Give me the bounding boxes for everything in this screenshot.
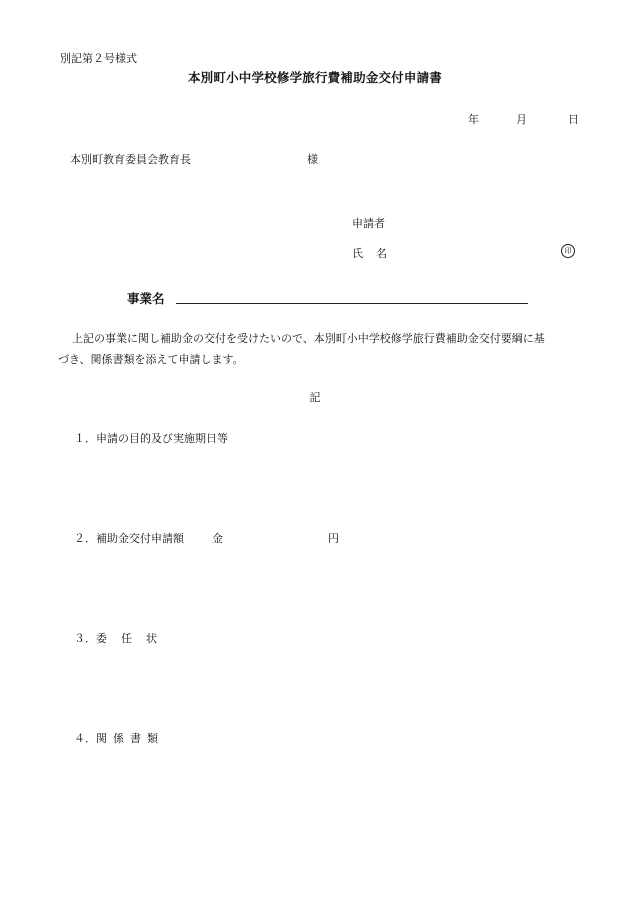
project-name-underline <box>176 303 528 304</box>
item-4-number: ４． <box>74 732 96 745</box>
date-month-label: 月 <box>516 113 527 126</box>
item-2-number: ２． <box>74 532 96 545</box>
item-4 <box>74 730 164 746</box>
date-day-label: 日 <box>568 113 579 126</box>
item-4-label: 関係書類 <box>96 732 164 745</box>
applicant-name-label: 氏名 <box>352 247 400 260</box>
applicant-label: 申請者 <box>352 217 385 230</box>
item-2 <box>74 530 184 546</box>
addressee-honorific: 様 <box>307 153 318 166</box>
document-title: 本別町小中学校修学旅行費補助金交付申請書 <box>187 70 442 85</box>
body-line-1: 上記の事業に関し補助金の交付を受けたいので、本別町小中学校修学旅行費補助金交付要綱に基 <box>72 332 545 345</box>
project-name-label: 事業名 <box>127 291 165 306</box>
item-1-label: 申請の目的及び実施期日等 <box>96 432 228 445</box>
amount-unit: 円 <box>328 532 339 545</box>
form-number: 別記第２号様式 <box>60 52 137 65</box>
item-2-label: 補助金交付申請額 <box>96 532 184 545</box>
item-3-number: ３． <box>74 632 96 645</box>
addressee-name: 本別町教育委員会教育長 <box>70 153 191 166</box>
item-3 <box>74 630 171 646</box>
item-1 <box>74 430 228 446</box>
date-year-label: 年 <box>468 113 479 126</box>
amount-prefix: 金 <box>212 532 223 545</box>
item-1-number: １． <box>74 432 96 445</box>
ki-heading: 記 <box>309 391 321 404</box>
seal-icon: 印 <box>561 244 575 258</box>
date-line <box>468 111 579 127</box>
body-paragraph <box>58 328 578 370</box>
item-3-label: 委任状 <box>96 632 171 645</box>
body-line-2: づき、関係書類を添えて申請します。 <box>58 353 244 366</box>
